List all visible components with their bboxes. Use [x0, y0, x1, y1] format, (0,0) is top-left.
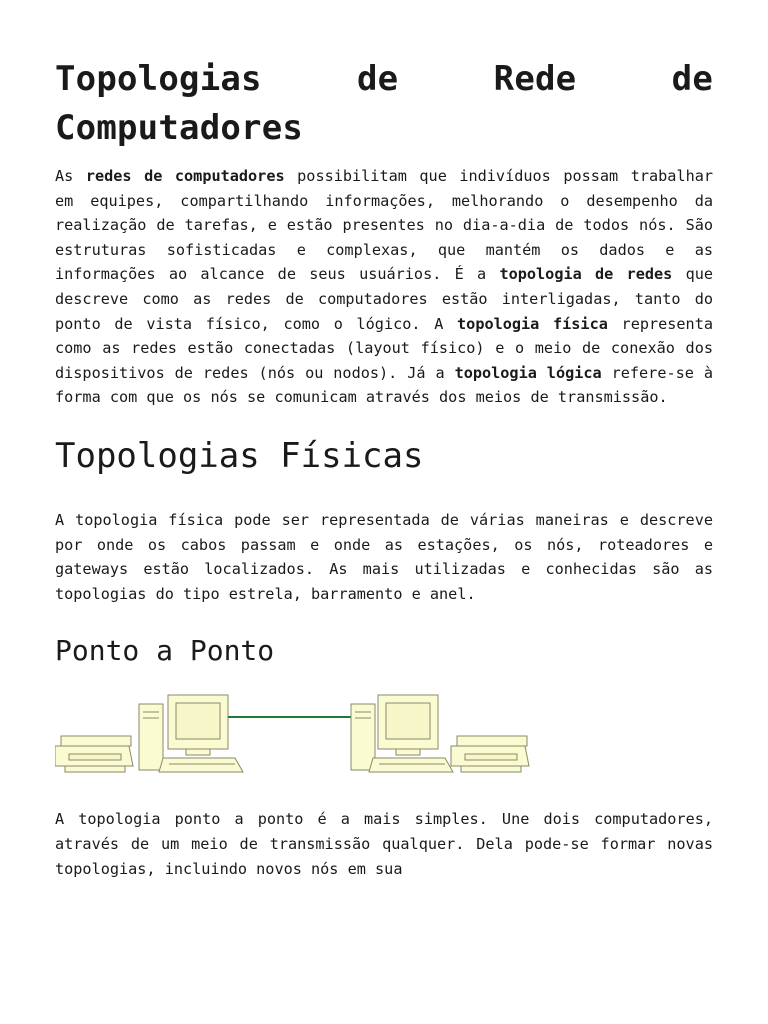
printer-left-icon — [55, 736, 133, 772]
printer-right-icon — [451, 736, 529, 772]
document-page — [55, 55, 713, 881]
intro-text-3: que descreve como as redes de computadores estão interligadas, tanto do ponto de vista físico, como o lógico. A — [55, 265, 713, 333]
section-heading-fisicas: Topologias Físicas — [55, 435, 424, 476]
monitor-left-icon — [159, 695, 243, 772]
intro-bold-topologia-logica: topologia lógica — [454, 363, 602, 382]
intro-bold-topologia-fisica: topologia física — [457, 314, 608, 333]
point-to-point-diagram — [55, 686, 535, 782]
ponto-paragraph: A topologia ponto a ponto é a mais simples. Une dois computadores, através de um meio de transmissão qualquer. Dela pode-se formar novas topologias, incluindo novos nós em sua — [55, 810, 713, 878]
tower-right-icon — [351, 704, 375, 770]
intro-paragraph — [55, 164, 713, 410]
page-title: Topologias de Rede de Computadores — [55, 59, 713, 148]
intro-text-5: refere-se à forma com que os nós se comunicam através dos meios de transmissão. — [55, 363, 713, 407]
intro-text-2: possibilitam que indivíduos possam trabalhar em equipes, compartilhando informações, melhorando o desempenho da realização de tarefas, e estão presentes no dia-a-dia de todos nós. São estruturas sofisticadas e complexas, que mantém os dados e as informações ao alcance de seus usuários. É a — [55, 167, 714, 284]
monitor-right-icon — [369, 695, 453, 772]
intro-bold-topologia-redes: topologia de redes — [499, 265, 673, 284]
fisicas-paragraph: A topologia física pode ser representada de várias maneiras e descreve por onde os cabos passam e onde as estações, os nós, roteadores e gateways estão localizados. As mais utilizadas e conhecidas são as topologias do tipo estrela, barramento e anel. — [55, 510, 713, 603]
tower-left-icon — [139, 704, 163, 770]
intro-bold-redes: redes de computadores — [85, 167, 285, 185]
intro-text-4: representa como as redes estão conectadas (layout físico) e o meio de conexão dos dispositivos de redes (nós ou nodos). Já a — [55, 314, 713, 382]
section-heading-ponto: Ponto a Ponto — [55, 634, 275, 668]
intro-text-1: As — [55, 167, 86, 185]
